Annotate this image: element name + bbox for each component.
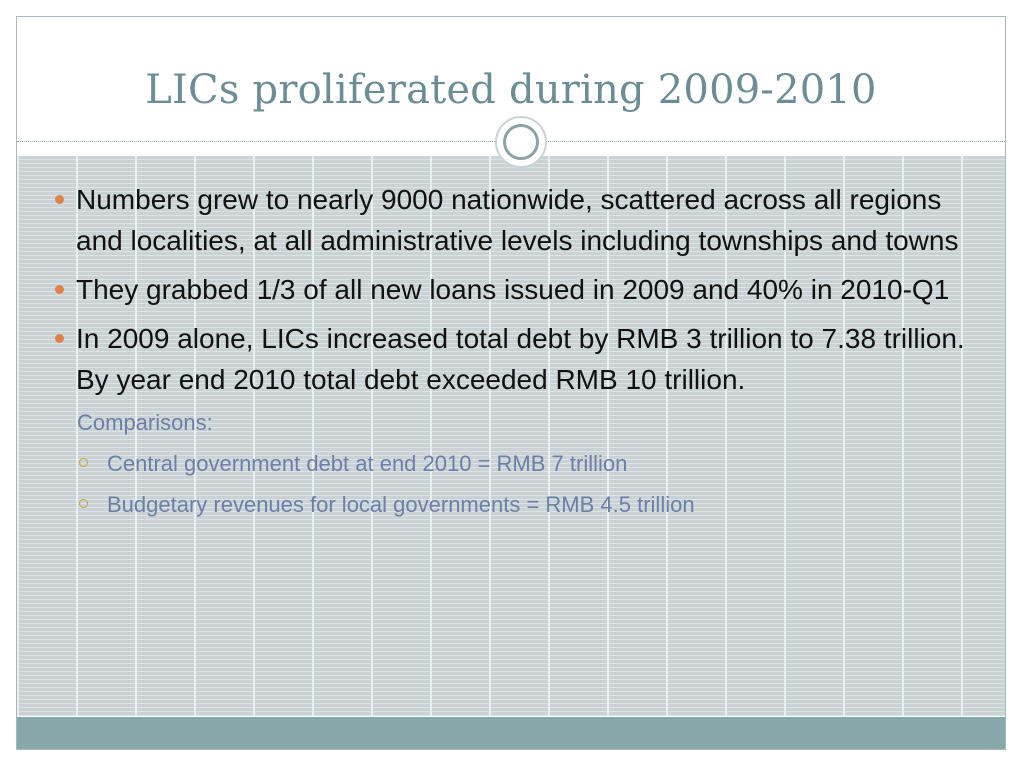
filled-dot-bullet-icon bbox=[55, 195, 64, 204]
comparison-item bbox=[53, 490, 973, 520]
hollow-circle-bullet-icon bbox=[79, 458, 88, 467]
bullet-item bbox=[53, 179, 973, 261]
bullet-item bbox=[53, 269, 973, 310]
double-circle-ornament-icon bbox=[495, 116, 547, 168]
bottom-bar bbox=[17, 717, 1005, 750]
filled-dot-bullet-icon bbox=[55, 334, 64, 343]
comparison-item bbox=[53, 449, 973, 479]
filled-dot-bullet-icon bbox=[55, 285, 64, 294]
slide-content bbox=[53, 179, 973, 520]
hollow-circle-bullet-icon bbox=[79, 499, 88, 508]
bullet-text: In 2009 alone, LICs increased total debt by RMB 3 trillion to 7.38 trillion. By year end 2010 total debt exceeded RMB 10 trillion. bbox=[76, 323, 965, 395]
slide-title: LICs proliferated during 2009-2010 bbox=[145, 67, 877, 113]
comparison-text: Budgetary revenues for local governments = RMB 4.5 trillion bbox=[107, 492, 695, 517]
comparisons-heading: Comparisons: bbox=[77, 410, 213, 435]
bullet-item bbox=[53, 318, 973, 400]
slide bbox=[16, 16, 1006, 750]
bullet-text: Numbers grew to nearly 9000 nationwide, scattered across all regions and localities, at all administrative levels including townships and towns bbox=[76, 184, 959, 256]
bullet-text: They grabbed 1/3 of all new loans issued in 2009 and 40% in 2010-Q1 bbox=[76, 274, 950, 305]
comparison-text: Central government debt at end 2010 = RMB 7 trillion bbox=[107, 451, 628, 476]
